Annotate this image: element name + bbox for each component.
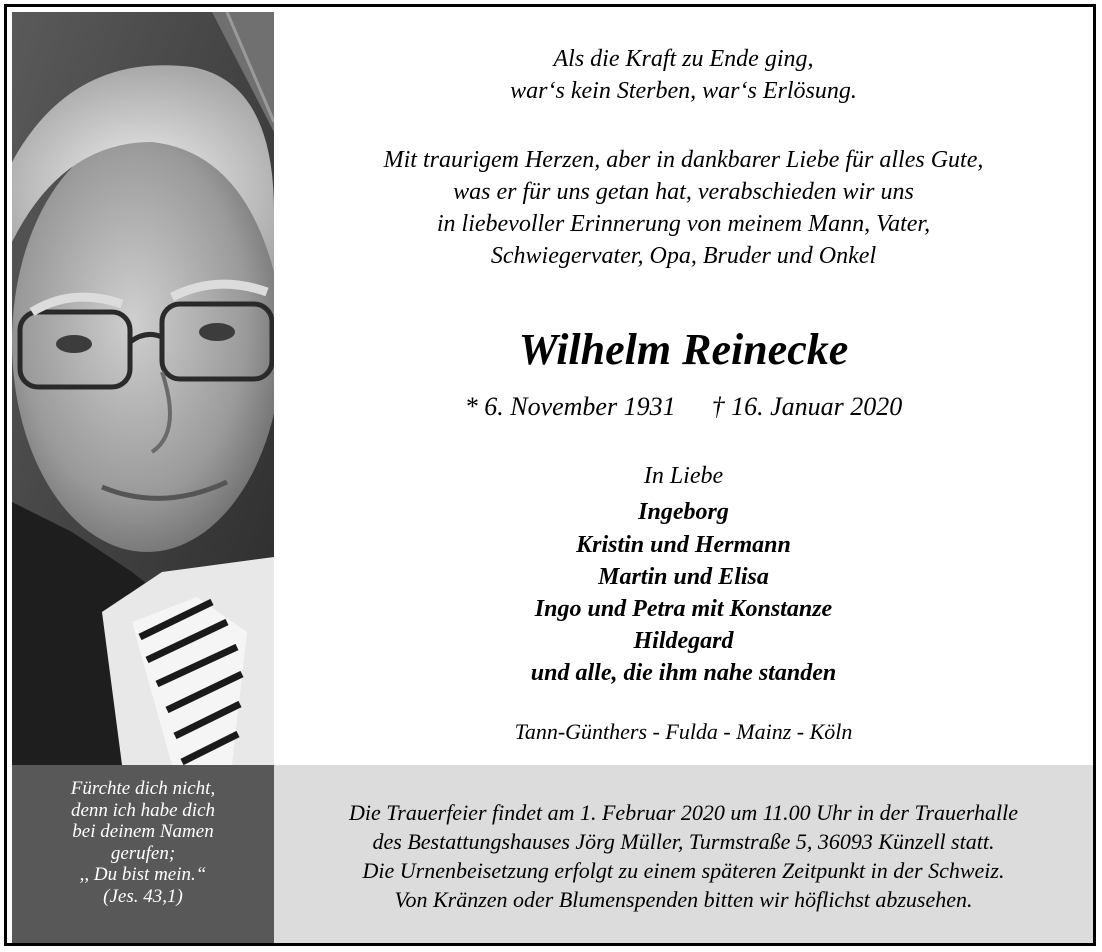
verse-line: gerufen; (110, 842, 176, 864)
obituary-body (274, 12, 1093, 765)
notice-line: Die Trauerfeier findet am 1. Februar 2020 um 11.00 Uhr in der Trauerhalle (349, 800, 1018, 825)
notice-line: des Bestattungshauses Jörg Müller, Turmstraße 5, 36093 Künzell statt. (372, 829, 995, 854)
birth-date: * 6. November 1931 (464, 392, 676, 421)
deceased-name: Wilhelm Reinecke (518, 325, 849, 374)
life-dates (274, 392, 1093, 422)
intro-line: was er für uns getan hat, verabschieden wir uns (453, 179, 914, 205)
motto-line: war‘s kein Sterben, war‘s Erlösung. (510, 78, 857, 104)
mourners-places: Tann-Günthers - Fulda - Mainz - Köln (514, 719, 853, 744)
verse-reference: (Jes. 43,1) (103, 885, 183, 907)
verse-line: bei deinem Namen (72, 821, 214, 842)
obituary-notice (4, 4, 1096, 946)
verse-line: ,, Du bist mein.“ (79, 864, 207, 885)
funeral-notice-box (274, 765, 1093, 943)
death-date: † 16. Januar 2020 (711, 392, 903, 421)
intro-line: in liebevoller Erinnerung von meinem Mann, Vater, (436, 211, 931, 237)
mourner-name: Ingeborg (638, 499, 729, 525)
portrait-illustration (12, 12, 274, 765)
mourner-name: Hildegard (633, 628, 734, 654)
bible-verse-box (12, 765, 274, 943)
motto-line: Als die Kraft zu Ende ging, (553, 46, 814, 72)
notice-line: Von Kränzen oder Blumenspenden bitten wir höflichst abzusehen. (394, 887, 973, 912)
intro-line: Mit traurigem Herzen, aber in dankbarer Liebe für alles Gute, (383, 147, 984, 173)
mourner-name: Martin und Elisa (598, 564, 769, 590)
intro-line: Schwiegervater, Opa, Bruder und Onkel (490, 243, 877, 269)
verse-line: denn ich habe dich (70, 799, 216, 821)
mourner-name: und alle, die ihm nahe standen (530, 660, 837, 686)
mourners-intro: In Liebe (643, 463, 724, 489)
mourner-name: Ingo und Petra mit Konstanze (534, 596, 833, 622)
portrait-photo (12, 12, 274, 765)
mourner-name: Kristin und Hermann (576, 532, 791, 558)
verse-line: Fürchte dich nicht, (70, 778, 216, 799)
notice-line: Die Urnenbeisetzung erfolgt zu einem späteren Zeitpunkt in der Schweiz. (362, 858, 1005, 883)
